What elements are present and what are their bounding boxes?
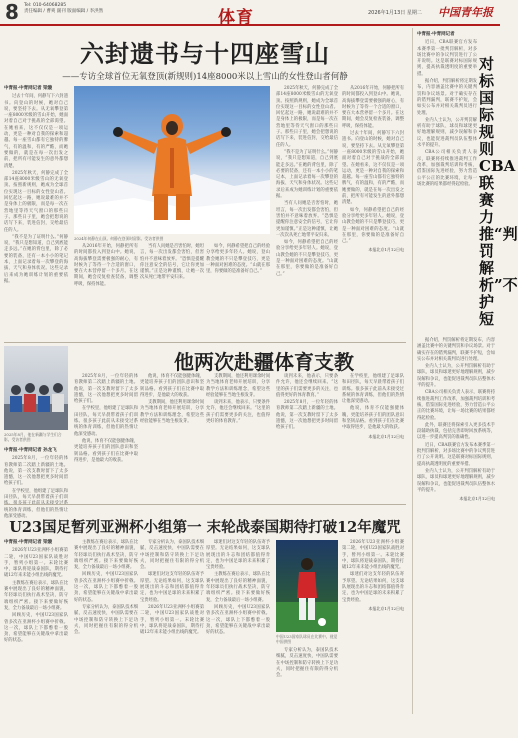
article1-paragraph: “我不是为了证明什么。”何静说，“我只是想知道，自己到底能走多远。”在她的背包里，除了必要的装备，还有一本小小的笔记本，上面记录着每一次攀登的海拔、天气和身体状况。这些记录后来成为她训练计划的重要依据。 [276, 149, 338, 200]
article2-column-4 [206, 374, 270, 500]
article3-paragraph: 主教练在赛后表示，球队在比赛中展现出了良好的精神面貌，年轻球员们执行战术坚决，防守端组织严密。接下来要做好恢复，全力备战最后一场小组赛。 [4, 580, 68, 611]
article1-paragraph: “我不是为了证明什么。”何静说，“我只是想知道，自己到底能走多远。”在她的背包里，除了必要的装备，还有一本小小的笔记本，上面记录着每一次攀登的海拔、天气和身体状况。这些记录后来成为她训练计划的重要依据。 [4, 234, 68, 284]
sidebar-paragraph: 业内人士认为，公开判罚解析有助于球队、球员和球迷更好地理解规则，减少误解和争议，也能促进裁判员队伍整体水平的提升。 [417, 468, 495, 493]
article2-paragraph: 他说，体育不仅能强健体魄，更能培养孩子们的团队意识和坚韧品格。看到孩子们在比赛中取得进步，是他最大的收获。 [140, 374, 204, 398]
newspaper-logo: 中国青年报 [438, 6, 493, 19]
article1-column-2 [74, 244, 138, 338]
issue-date: 2026年1月13日 星期二 [368, 10, 422, 16]
group-photo-illustration [4, 346, 68, 430]
article3-column-6 [342, 540, 404, 738]
article2-paragraph: 2025年8月，一位年轻的体育教师第二次踏上新疆的土地。他说，第一次支教时留下了太多遗憾，这一次他想把更多时间留给孩子们。 [4, 456, 68, 487]
page-header [0, 0, 500, 26]
article3-paragraph: 主教练在赛后表示，球队在比赛中展现出了良好的精神面貌，年轻球员们执行战术坚决，防守端组织严密。接下来要做好恢复，全力备战最后一场小组赛。 [206, 572, 270, 603]
article3-paragraph: 回顾历史，中国U23国家队曾多次在亚洲杯小组赛中折戟。这一次，球队上下都憋着一股劲，希望能够在关键战中拿出最好的状态。 [206, 604, 270, 636]
sidebar-paragraph: 近日，CBA联赛官方发布本赛季第一批判罚解析，对多场比赛中的争议判罚进行了公开说明。这是联赛对标国际规则、提高执裁透明度的重要举措。 [417, 442, 495, 467]
article2-column-1 [4, 448, 68, 519]
article1-paragraph: 过去十年间，何静写下六封遗书。向登山的时候，她对自己说，要坚持下去。从无氧攀登第一座8000米级的雪山开始，她面对着自己对于挑战的全部渴望。在她看来，这不仅仅是一项运动，更是一种对自我的探索和超越。每一座雪山都有它独特的脾气，有的温和，有的严酷，而她要做的，就是在每一次出发之前，把所有可能发生的意外都想清楚。 [342, 131, 404, 206]
article2-paragraph: 2025年8月，一位年轻的体育教师第二次踏上新疆的土地。他说，第一次支教时留下了太多遗憾，这一次他想把更多时间留给孩子们。 [276, 400, 338, 431]
sidebar-credit: 本报北京1月12日电 [459, 496, 495, 502]
article3-credit: 本报北京1月12日电 [368, 605, 404, 611]
article3-paragraph: 球迷们对这支年轻的队伍寄予厚望。无论结果如何，这支球队展现出的斗志和团结都值得肯定，也为中国足球的未来积累了宝贵经验。 [140, 572, 204, 603]
divider [4, 504, 406, 505]
article2-column-6 [342, 374, 404, 500]
mountaineer-illustration [74, 86, 270, 234]
article3-paragraph: 2026年U23亚洲杯小组赛第二轮，中国U23国家队战胜对手，暂列小组第一。末轮比赛中，球队将迎战泰国队，期待打破12年来未能小组出线的魔咒。 [140, 604, 204, 636]
article1-byline: 中青报·中青网记者 梁璇 [4, 86, 53, 91]
article3-title: U23国足暂列亚洲杯小组第一 末轮战泰国期待打破12年魔咒 [9, 519, 401, 536]
section-title: 体育 [218, 8, 254, 28]
article3-paragraph: 2026年U23亚洲杯小组赛第二轮，中国U23国家队战胜对手，暂列小组第一。末轮比赛中，球队将迎战泰国队，期待打破12年来未能小组出线的魔咒。 [4, 548, 68, 579]
article1-paragraph: 如今，何静希望把自己的经验分享给更多年轻人。她说，登山教会她的不只是攀登技巧，更是一种面对困难的态度。“山就在那里，你要做的是准备好自己。” [206, 244, 270, 275]
article1-column-1 [4, 86, 68, 338]
article2-paragraph: 支教期间，他还利用课余时间为当地体育老师开展培训，分享教学方法和训练理念，希望这些经验能够在当地生根发芽。 [206, 374, 270, 398]
article2-column-3 [140, 374, 204, 500]
article1-paragraph: 过去十年间，何静写下六封遗书。向登山的时候，她对自己说，要坚持下去。从无氧攀登第一座8000米级的雪山开始，她面对着自己对于挑战的全部渴望。在她看来，这不仅仅是一项运动，更是一种对自我的探索和超越。每一座雪山都有它独特的脾气，有的温和，有的严酷，而她要做的，就是在每一次出发之前，把所有可能发生的意外都想清楚。 [4, 94, 68, 169]
article1-credit: 本报北京1月12日电 [368, 247, 404, 253]
article1-paragraph: 当有人问她是否害怕时，她坦言，每一次出发都会害怕，但害怕并不意味着放弃。“恐惧是提醒你注意安全的信号，它让你更加谨慎。”正是这种谨慎，让她一次次从死亡地带平安归来。 [140, 244, 204, 281]
article1-column-5 [276, 86, 338, 338]
article1-subtitle: ——专访全球首位无氧登顶(新规则)14座8000米以上雪山的女性登山者何静 [62, 72, 348, 82]
article1-paragraph: 2025年秋天，何静完成了全部14座8000米级雪山的无氧登顶。按照新规则，她成为全球首位实现这一目标的女性登山者。回忆起这一路，她说最难的并不是身体上的极限，而是每一次在营地里等待天气窗口的那些日子。那些日子里，她会把想说的话写下来，装进信封，交给最信任的人。 [276, 86, 338, 148]
article3-paragraph: 球迷们对这支年轻的队伍寄予厚望。无论结果如何，这支球队展现出的斗志和团结都值得肯定，也为中国足球的未来积累了宝贵经验。 [342, 572, 404, 603]
article2-paragraph: 在学校里，他组建了足球队和田径队，每天早晨带着孩子们训练。很多孩子此前从未接受过系统的体育训练，但他们的热情让他深受感动。 [342, 374, 404, 405]
sidebar-column-1 [417, 32, 477, 332]
article1-paragraph: 如今，何静希望把自己的经验分享给更多年轻人。她说，登山教会她的不只是攀登技巧，更是一种面对困难的态度。“山就在那里，你要做的是准备好自己。” [342, 207, 404, 245]
article1-column-4 [206, 244, 270, 338]
article2-credit: 本报北京1月12日电 [368, 433, 404, 439]
article3-byline: 中青报·中青网记者 梁璇 [4, 540, 53, 545]
article3-paragraph: 回顾历史，中国U23国家队曾多次在亚洲杯小组赛中折戟。这一次，球队上下都憋着一股劲，希望能够在关键战中拿出最好的状态。 [74, 572, 138, 603]
article3-column-1 [4, 540, 68, 738]
article1-paragraph: 当有人问她是否害怕时，她坦言，每一次出发都会害怕，但害怕并不意味着放弃。“恐惧是提醒你注意安全的信号，它让你更加谨慎。”正是这种谨慎，让她一次次从死亡地带平安归来。 [276, 201, 338, 238]
article3-photo-player [276, 540, 338, 632]
article1-paragraph: 2025年秋天，何静完成了全部14座8000米级雪山的无氧登顶。按照新规则，她成为全球首位实现这一目标的女性登山者。回忆起这一路，她说最难的并不是身体上的极限，而是每一次在营地里等待天气窗口的那些日子。那些日子里，她会把想说的话写下来，装进信封，交给最信任的人。 [4, 170, 68, 233]
article2-paragraph: 2025年8月，一位年轻的体育教师第二次踏上新疆的土地。他说，第一次支教时留下了太多遗憾，这一次他想把更多时间留给孩子们。 [74, 374, 138, 405]
article1-column-6 [342, 86, 404, 338]
article2-paragraph: 谈到未来，他表示，只要条件允许，他还会继续回来。“这里的孩子们需要更多的关注，也值得更好的体育教育。” [276, 374, 338, 398]
article3-photo-caption: 中国U23国家队球员在比赛中。视觉中国供图 [276, 634, 338, 644]
article3-paragraph: 回顾历史，中国U23国家队曾多次在亚洲杯小组赛中折戟。这一次，球队上下都憋着一股劲，希望能够在关键战中拿出最好的状态。 [4, 613, 68, 644]
article3-column-2 [74, 540, 138, 738]
sidebar-byline: 中青报·中青网记者 [417, 32, 455, 37]
article3-paragraph: 球迷们对这支年轻的队伍寄予厚望。无论结果如何，这支球队展现出的斗志和团结都值得肯定，也为中国足球的未来积累了宝贵经验。 [206, 540, 270, 571]
article3-column-3 [140, 540, 204, 738]
article3-paragraph: 2026年U23亚洲杯小组赛第二轮，中国U23国家队战胜对手，暂列小组第一。末轮比赛中，球队将迎战泰国队，期待打破12年来未能小组出线的魔咒。 [342, 540, 404, 571]
sidebar-column-2 [417, 338, 495, 710]
article2-title: 他两次赴疆体育支教 [174, 350, 354, 374]
sidebar-paragraph: 据介绍，判罚解析将定期发布，内容涵盖比赛中的关键判罚和争议场景。对于确实存在的错判漏判，联赛不护短，会如实公布并对相关裁判员进行处理。 [417, 338, 495, 362]
football-player-illustration [276, 540, 338, 632]
article3-paragraph: 专家分析认为，泰国队技术细腻，反击速度快，中国队需要在中场控制和防守转换上下足功夫，同时把握住有限的得分机会。 [276, 648, 338, 679]
article2-column-2 [74, 374, 138, 500]
article3-column-5 [276, 648, 338, 738]
sidebar-paragraph: 据介绍，判罚解析将定期发布，内容涵盖比赛中的关键判罚和争议场景。对于确实存在的错判漏判，联赛不护短，会如实公布并对相关裁判员进行处理。 [417, 79, 477, 116]
sidebar-paragraph: CBA公司相关负责人表示，联赛将持续推进裁判工作改革，加强裁判培训和考核，借鉴国际先进经验，努力营造公平公正的比赛环境，让每一场比赛的结果都经得起检验。 [417, 390, 495, 421]
article1-paragraph: 如今，何静希望把自己的经验分享给更多年轻人。她说，登山教会她的不只是攀登技巧，更是一种面对困难的态度。“山就在那里，你要做的是准备好自己。” [276, 240, 338, 277]
article2-paragraph: 谈到未来，他表示，只要条件允许，他还会继续回来。“这里的孩子们需要更多的关注，也值得更好的体育教育。” [206, 400, 270, 425]
article1-title: 六封遗书与十四座雪山 [80, 39, 330, 68]
sidebar-paragraph: 此外，联赛还将探索引入更多技术手段辅助执裁，包括完善即时回放系统等，以进一步提高判罚的准确性。 [417, 422, 495, 441]
article1-photo-caption: 2024年何静在山顶。何静在登顶时留影。受访者供图 [74, 236, 164, 241]
article3-paragraph: 主教练在赛后表示，球队在比赛中展现出了良好的精神面貌，年轻球员们执行战术坚决，防守端组织严密。接下来要做好恢复，全力备战最后一场小组赛。 [74, 540, 138, 571]
article1-paragraph: 从2016年开始，何静把所有的时间都投入到登山中。她说，高海拔攀登需要极强的耐心，有时候为了等待一个合适的窗口，要在大本营停留一个多月。在这期间，她会反复检查装备，调整呼吸，保持体能。 [342, 86, 404, 129]
article1-paragraph: 从2016年开始，何静把所有的时间都投入到登山中。她说，高海拔攀登需要极强的耐心，有时候为了等待一个合适的窗口，要在大本营停留一个多月。在这期间，她会反复检查装备，调整呼吸，保持体能。 [74, 244, 138, 287]
article2-paragraph: 他说，体育不仅能强健体魄，更能培养孩子们的团队意识和坚韧品格。看到孩子们在比赛中取得进步，是他最大的收获。 [342, 406, 404, 431]
sidebar-title: 对标国际规则CBA联赛力推“判罚解析”不护短 [479, 55, 518, 328]
article3-paragraph: 专家分析认为，泰国队技术细腻，反击速度快，中国队需要在中场控制和防守转换上下足功夫，同时把握住有限的得分机会。 [74, 604, 138, 636]
sidebar-paragraph: 业内人士认为，公开判罚解析有助于球队、球员和球迷更好地理解规则，减少误解和争议，也能促进裁判员队伍整体水平的提升。 [417, 364, 495, 389]
article2-paragraph: 在学校里，他组建了足球队和田径队，每天早晨带着孩子们训 统的体育训练，但他们的热情让他深受感动。 [4, 488, 68, 519]
article2-paragraph: 支教期间，他还利用课余时间为当地体育老师开展培训，分享教学方法和训练理念，希望这些经验能够在当地生根发芽。 [140, 400, 204, 425]
article3-paragraph: 专家分析认为，泰国队技术细腻，反击速度快，中国队需要在中场控制和防守转换上下足功夫，同时把握住有限的得分机会。 [140, 540, 204, 571]
sidebar-article [412, 28, 518, 714]
article2-column-5 [276, 374, 338, 500]
article1-photo-mountaineer [74, 86, 270, 234]
sidebar-paragraph: CBA公司相关负责人表示，联赛将持续推进裁判工作改革，加强裁判培训和考核，借鉴国际先进经验，努力营造公平公正的比赛环境，让每一场比赛的结果都经得起检验。 [417, 150, 477, 187]
page-number: 8 [5, 0, 19, 24]
article3-column-4 [206, 540, 270, 738]
sidebar-paragraph: 近日，CBA联赛官方发布本赛季第一批判罚解析，对多场比赛中的争议判罚进行了公开说明。这是联赛对标国际规则、提高执裁透明度的重要举措。 [417, 40, 477, 77]
article2-paragraph: 他说，体育不仅能强健体魄，更能培养孩子们的团队意识和坚韧品格。看到孩子们在比赛中取得进步，是他最大的收获。 [74, 438, 138, 463]
article2-byline: 中青报·中青网记者 孙龙飞 [4, 448, 57, 453]
sidebar-paragraph: 业内人士认为，公开判罚解析有助于球队、球员和球迷更好地理解规则，减少误解和争议，也能促进裁判员队伍整体水平的提升。 [417, 117, 477, 149]
header-contact: Tel: 010-64068285 责任编辑 / 曹爽 副刊 版面编辑 / 李洪然 [24, 3, 104, 14]
article2-photo-group [4, 346, 68, 430]
article2-paragraph: 在学校里，他组建了足球队和田径队，每天早晨带着孩子们训练。很多孩子此前从未接受过系统的体育训练，但他们的热情让他深受感动。 [74, 406, 138, 437]
article2-photo-caption: 2025年8月，他在新疆与学生们合影。受访者供图 [4, 432, 62, 442]
divider [4, 342, 406, 343]
article1-column-3 [140, 244, 204, 338]
